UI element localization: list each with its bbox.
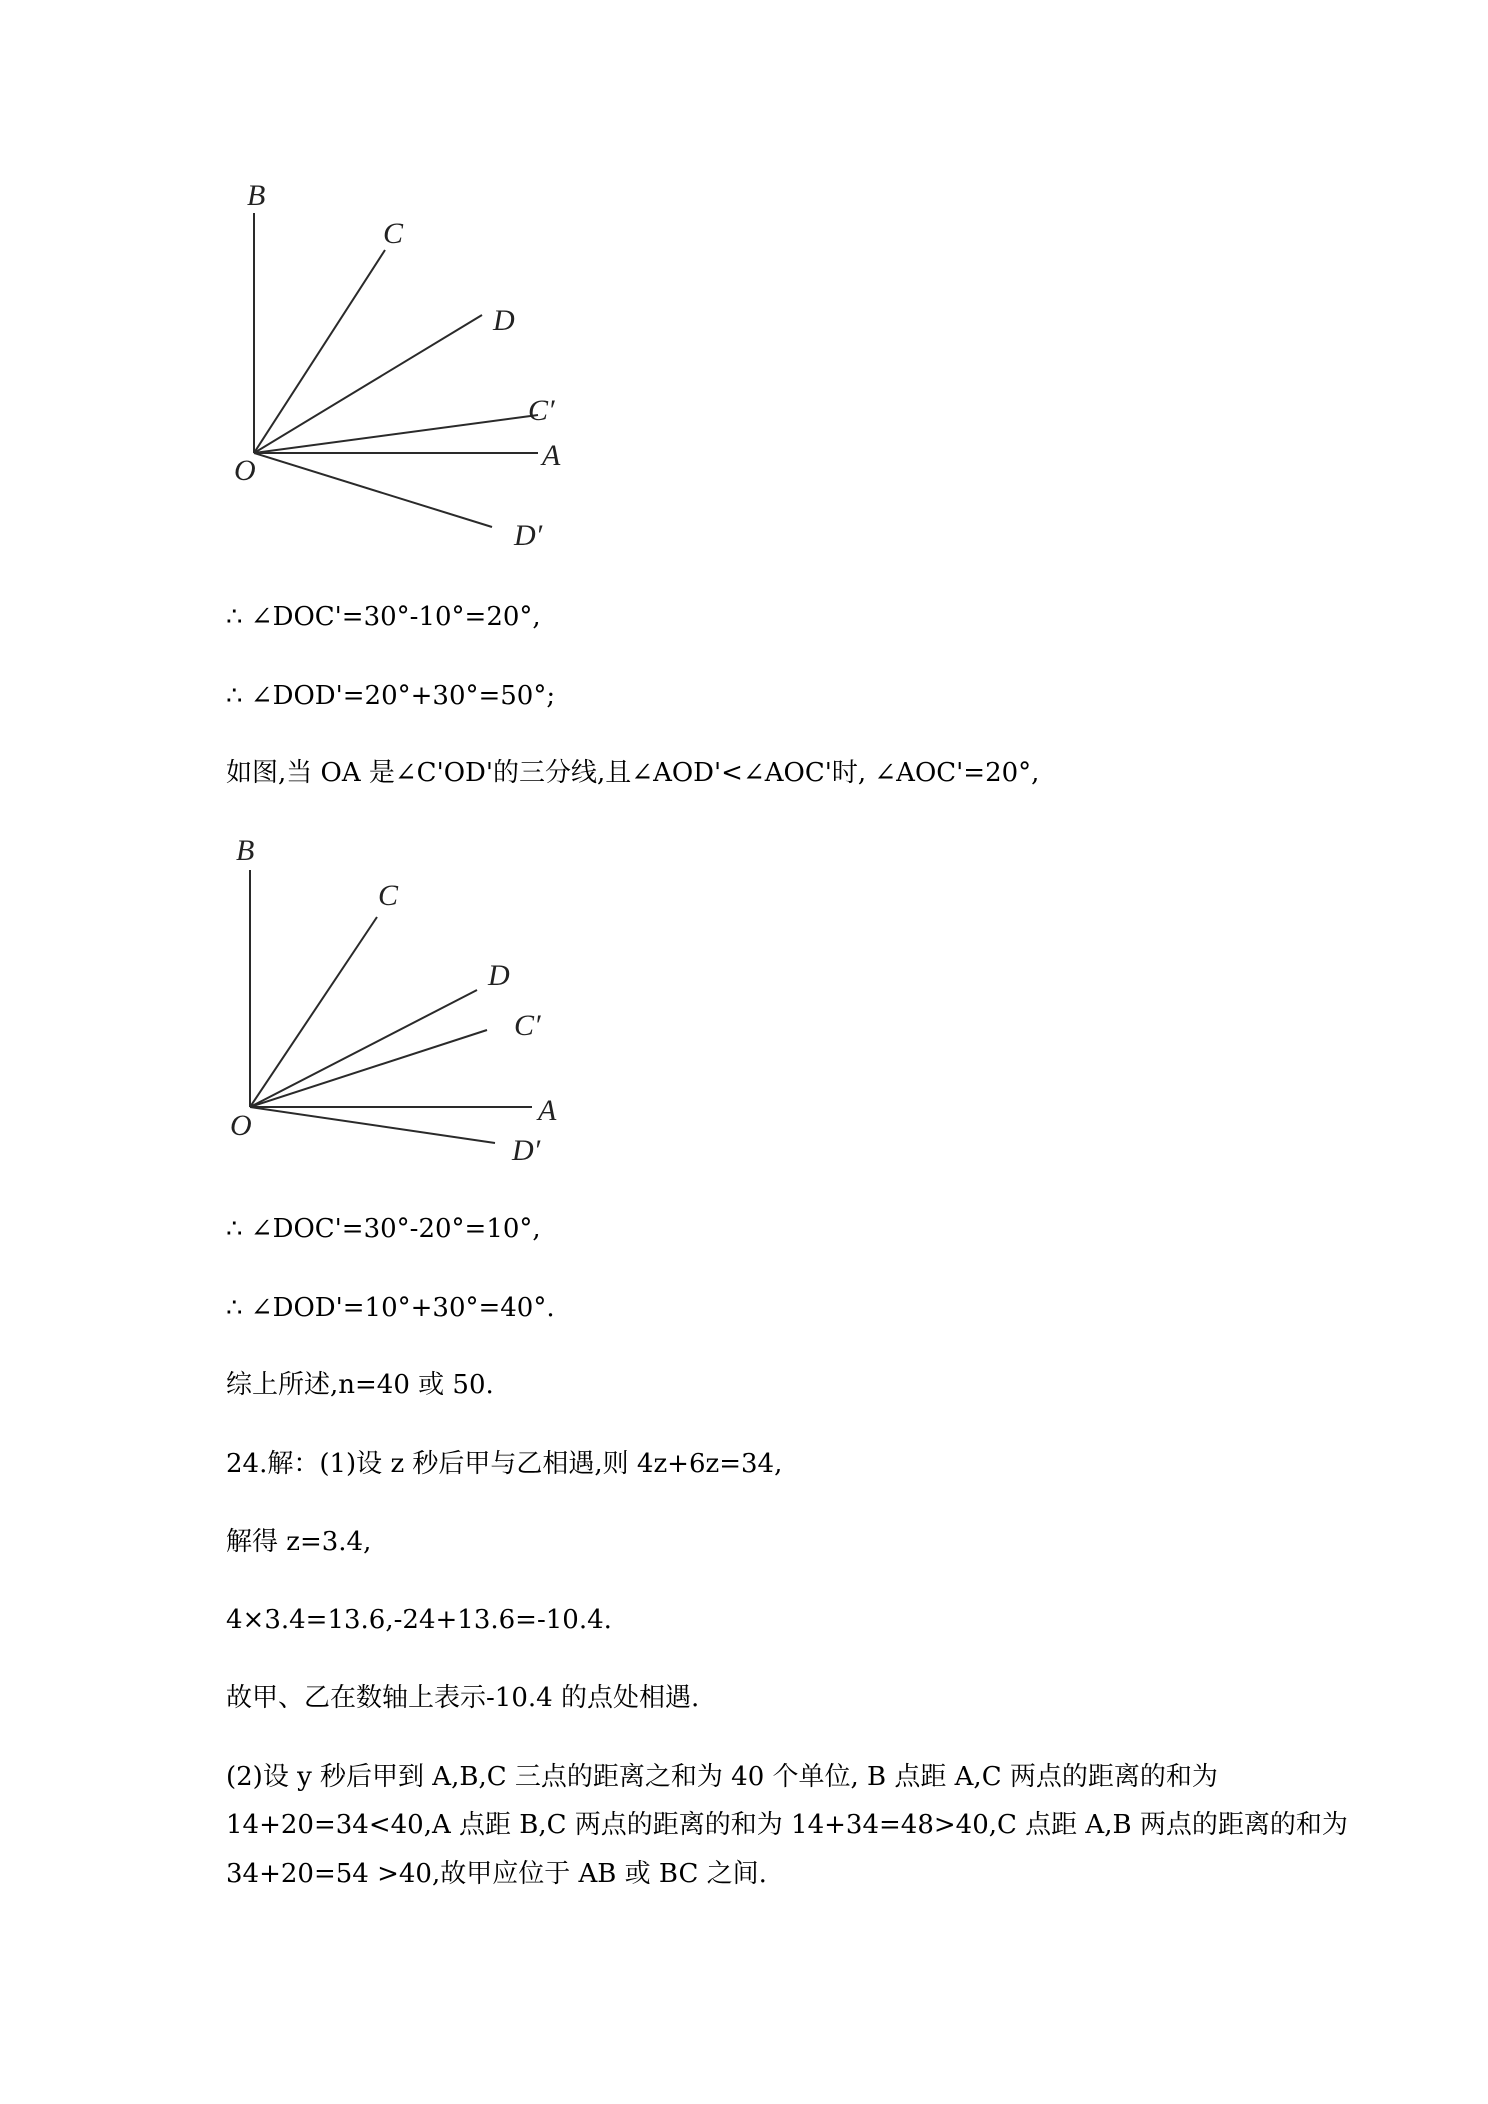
label-c-prime: C′	[528, 394, 555, 427]
ray-od	[250, 990, 477, 1107]
ray-oc	[254, 250, 385, 453]
angle-figure-2	[220, 830, 580, 1180]
text-line-8: 解得 z=3.4,	[226, 1527, 372, 1557]
label-a: A	[538, 1094, 557, 1127]
ray-oc-prime	[254, 415, 538, 453]
text-line-12: 14+20=34<40,A 点距 B,C 两点的距离的和为 14+34=48>40,C 点距 A,B 两点的距离的和为	[226, 1810, 1348, 1840]
ray-od-prime	[250, 1107, 495, 1143]
label-d: D	[488, 959, 510, 992]
text-line-7: 24.解：(1)设 z 秒后甲与乙相遇,则 4z+6z=34,	[226, 1449, 783, 1479]
ray-od	[254, 315, 482, 453]
label-o: O	[230, 1109, 252, 1142]
text-line-13: 34+20=54 >40,故甲应位于 AB 或 BC 之间.	[226, 1859, 767, 1889]
label-d-prime: D′	[512, 1134, 541, 1167]
label-a: A	[542, 439, 561, 472]
label-b: B	[247, 179, 266, 212]
label-c: C	[378, 879, 399, 912]
text-line-9: 4×3.4=13.6,-24+13.6=-10.4.	[226, 1605, 612, 1635]
label-c-prime: C′	[514, 1009, 541, 1042]
label-b: B	[236, 834, 255, 867]
text-line-5: ∴ ∠DOD'=10°+30°=40°.	[226, 1293, 555, 1323]
label-o: O	[234, 454, 256, 487]
text-line-10: 故甲、乙在数轴上表示-10.4 的点处相遇.	[226, 1683, 700, 1713]
text-line-11: (2)设 y 秒后甲到 A,B,C 三点的距离之和为 40 个单位, B 点距 A,C 两点的距离的和为	[226, 1762, 1218, 1792]
ray-oc-prime	[250, 1030, 487, 1107]
text-line-3: 如图,当 OA 是∠C'OD'的三分线,且∠AOD'<∠AOC'时, ∠AOC'=20°,	[226, 758, 1040, 788]
label-d: D	[493, 304, 515, 337]
angle-figure-1	[220, 175, 580, 565]
text-line-4: ∴ ∠DOC'=30°-20°=10°,	[226, 1214, 541, 1244]
text-line-6: 综上所述,n=40 或 50.	[226, 1370, 494, 1400]
label-c: C	[383, 217, 404, 250]
ray-oc	[250, 917, 377, 1107]
text-line-2: ∴ ∠DOD'=20°+30°=50°;	[226, 681, 556, 711]
label-d-prime: D′	[514, 519, 543, 552]
text-line-1: ∴ ∠DOC'=30°-10°=20°,	[226, 602, 541, 632]
ray-od-prime	[254, 453, 492, 527]
